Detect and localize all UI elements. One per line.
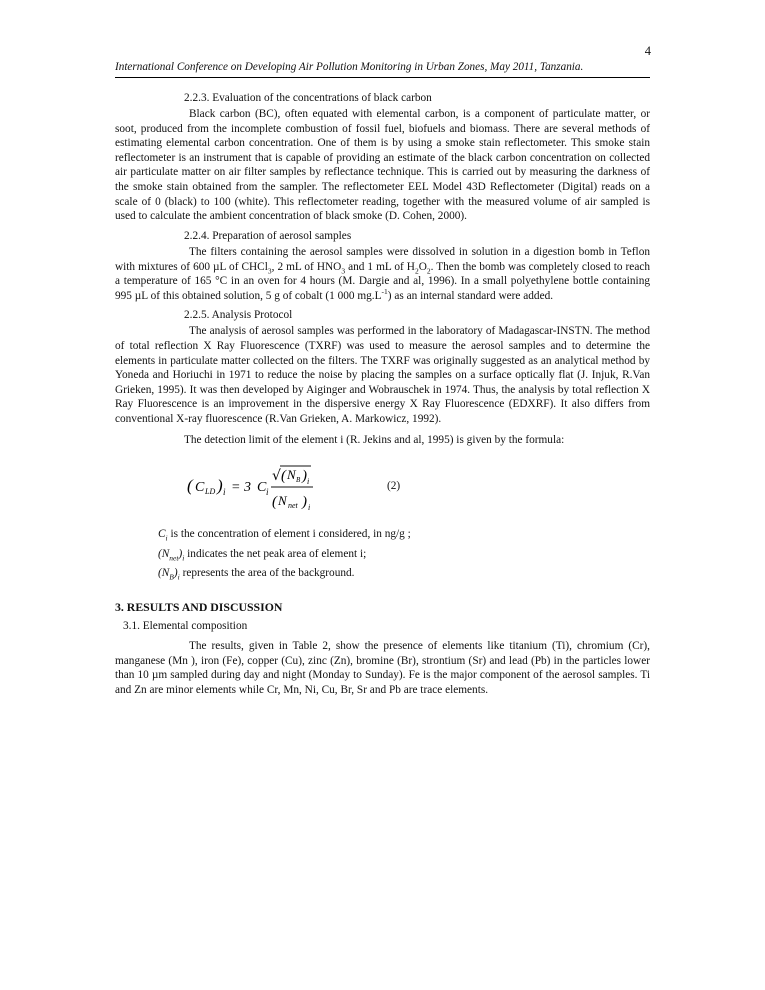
section-heading-3: 3. RESULTS AND DISCUSSION [115, 599, 283, 614]
formula-num-n: N [287, 467, 296, 483]
paragraph-black-carbon: Black carbon (BC), often equated with elemental carbon, is a component of particulate matter, or soot, produced from the incomplete combustion of fossil fuel, biofuels and biomass. There are several methods of estimating elemental carbon concentration. One of them is by using a smoke stain reflectometer. This smoke stain reflectometer is an instrument that is capable of providing an estimate of the black carbon concentration on collected air particulate matter on air filter samples by reflectance technique. This is carried out by measuring the darkness of the smoke stain obtained from the sampler. The reflectometer EEL Model 43D Reflectometer (Digital) reads on a scale of 0 (black) to 100 (white). This reflectometer reading, together with the measured volume of air sampled is used to calculate the ambient concentration of black smoke (D. Cohen, 2000). [115, 108, 650, 223]
paragraph-elemental-composition: The results, given in Table 2, show the presence of elements like titanium (Ti), chromium (Cr), manganese (Mn ), iron (Fe), copper (Cu), zinc (Zn), bromine (Br), strontium (Sr) and lead (Pb) in the particles lower than 10 µm sampled during day and night (Monday to Sunday). Fe is the major component of the aerosol samples. Ti and Zn are minor elements while Cr, Mn, Ni, Cu, Br, Sr and Pb are trace elements. [115, 640, 650, 696]
variable-definitions [115, 527, 650, 581]
formula-lhs-index: i [223, 487, 226, 498]
running-header: International Conference on Developing Air Pollution Monitoring in Urban Zones, May 2011, Tanzania. [115, 60, 650, 78]
variable-ci: $C_i$ is the concentration of element i considered, in ng/g ; [158, 528, 411, 543]
detection-limit-intro: The detection limit of the element i (R. Jekins and al, 1995) is given by the formula: [184, 433, 565, 446]
formula-den-n: N [278, 493, 287, 509]
formula-ci-index: i [266, 487, 269, 498]
formula-equals: = 3 [231, 480, 251, 496]
equation-number: (2) [387, 480, 401, 493]
formula-sqrt-icon: √ [272, 468, 281, 485]
formula-graphic [187, 454, 347, 516]
formula-num-sub: B [296, 476, 301, 485]
formula-num-index: i [307, 477, 310, 487]
formula-rparen: ) [217, 476, 223, 496]
paragraph-aerosol-preparation: The filters containing the aerosol samples were dissolved in solution in a digestion bomb in Teflon with mixtures of 600 µL of CHCl$_3$, 2 mL of $HNO_3$ and 1 mL of $H_2O_2$. Then the bomb was completely closed to reach a temperature of 165 °C in an oven for 4 hours (M. Dargie and al, 1996). In a small polyethylene bottle containing 995 µL of this obtained solution, 5 g of cobalt (1 000 $mg.L^{-1}$) as an internal standard were added. [115, 245, 650, 302]
detection-limit-formula [115, 454, 650, 516]
formula-den-lparen: ( [272, 494, 277, 511]
formula-ci: C [257, 480, 267, 496]
formula-num-lparen: ( [281, 468, 286, 485]
formula-lparen: ( [187, 476, 193, 496]
formula-den-rparen: ) [302, 494, 307, 511]
section-title-2-2-4: 2.2.4. Preparation of aerosol samples [184, 229, 352, 242]
section-title-2-2-3: 2.2.3. Evaluation of the concentrations of black carbon [184, 92, 432, 104]
section-title-2-2-5: 2.2.5. Analysis Protocol [184, 309, 293, 322]
variable-nb: $(N_B)_i$ represents the area of the background. [158, 567, 355, 582]
section-title-3-1: 3.1. Elemental composition [123, 619, 248, 632]
formula-lhs-c: C [195, 480, 205, 496]
page-number: 4 [644, 44, 651, 58]
variable-nnet: $(N_{net})_i$ indicates the net peak area of element i; [158, 547, 367, 562]
formula-num-rparen: ) [302, 468, 307, 485]
paragraph-analysis-protocol: The analysis of aerosol samples was performed in the laboratory of Madagascar-INSTN. The method of total reflection X Ray Fluorescence (TXRF) was used to measure the aerosol samples and to determine the elements in particulate matter collected on the filters. The TXRF was originally suggested as an analytical method by Yoneda and Horiuchi in 1971 to reduce the noise by placing the samples on a surface optically flat (J. Injuk, R.Van Grieken, 1995). It was then developed by Aiginger and Wobrauschek in 1974. Thus, the analysis by total reflection X Ray Fluorescence is an improvement in the dispersive energy X Ray Fluorescence (EDXRF). It also differs from conventional X-ray fluorescence (R.Van Grieken, A. Markowicz, 1992). [115, 325, 650, 425]
formula-den-sub: net [288, 501, 298, 511]
formula-lhs-sub: LD [205, 487, 216, 497]
page-content [115, 91, 650, 703]
formula-den-index: i [308, 503, 311, 513]
